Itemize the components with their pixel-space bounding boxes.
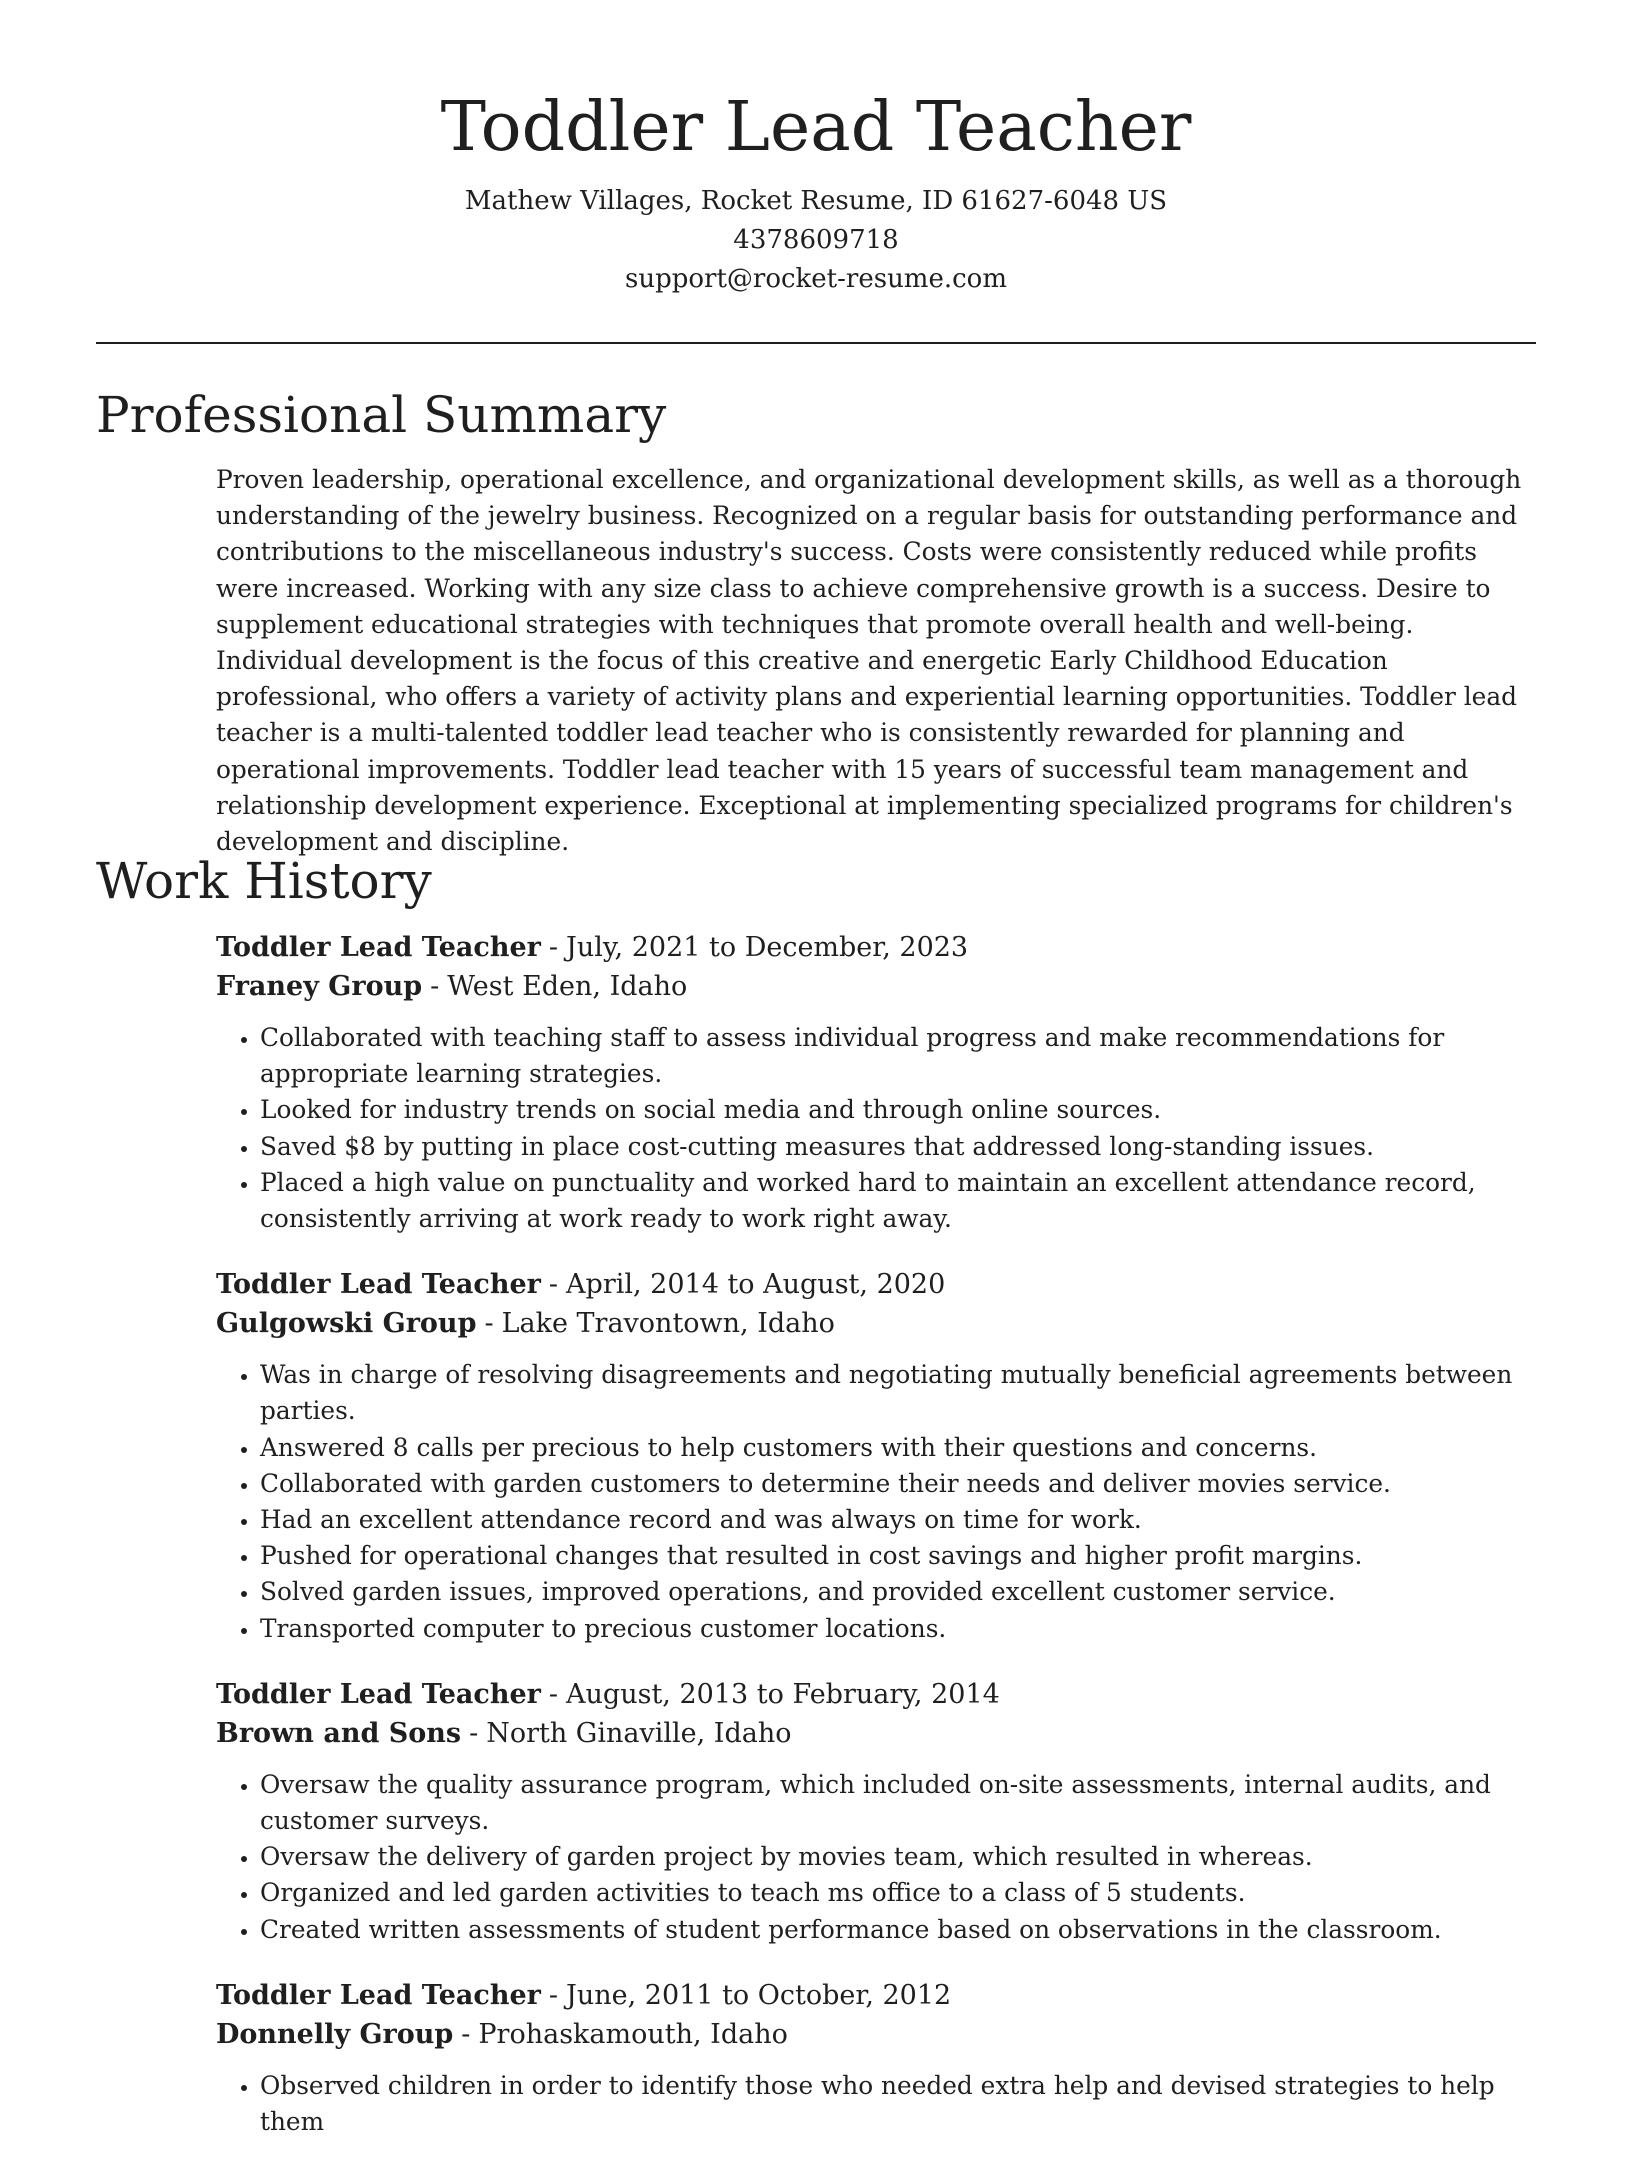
job-bullet: • Created written assessments of student performance based on observations in the classroom. bbox=[260, 1912, 1544, 1948]
job-company-separator: - bbox=[461, 2018, 471, 2050]
job-bullet-list bbox=[216, 2068, 1544, 2140]
job-title-separator: - bbox=[548, 1269, 559, 1301]
job-entry bbox=[216, 1675, 1544, 1948]
job-bullet: • Collaborated with garden customers to determine their needs and deliver movies service. bbox=[260, 1466, 1544, 1502]
professional-summary-text: Proven leadership, operational excellence, and organizational development skills, as well as a thorough understanding of the jewelry business. Recognized on a regular basis for outstanding performance and contributions to the miscellaneous industry's success. Costs were consistently reduced while profits were increased. Working with any size class to achieve comprehensive growth is a success. Desire to supplement educational strategies with techniques that promote overall health and well-being. Individual development is the focus of this creative and energetic Early Childhood Education professional, who offers a variety of activity plans and experiential learning opportunities. Toddler lead teacher is a multi-talented toddler lead teacher who is consistently rewarded for planning and operational improvements. Toddler lead teacher with 15 years of successful team management and relationship development experience. Exceptional at implementing specialized programs for children's development and discipline. bbox=[216, 465, 1522, 857]
job-location: Prohaskamouth, Idaho bbox=[478, 2018, 788, 2050]
job-entry bbox=[216, 928, 1544, 1237]
contact-email: support@rocket-resume.com bbox=[624, 264, 1007, 294]
contact-phone: 4378609718 bbox=[733, 225, 899, 255]
job-title: Toddler Lead Teacher bbox=[216, 1678, 541, 1710]
job-bullet: • Was in charge of resolving disagreements and negotiating mutually beneficial agreements between parties. bbox=[260, 1357, 1544, 1429]
job-bullet: • Answered 8 calls per precious to help customers with their questions and concerns. bbox=[260, 1430, 1544, 1466]
job-entry bbox=[216, 1976, 1544, 2140]
job-bullet: • Collaborated with teaching staff to assess individual progress and make recommendations for appropriate learning strategies. bbox=[260, 1020, 1544, 1092]
header-divider bbox=[96, 342, 1536, 344]
job-title-line bbox=[216, 928, 1544, 967]
job-title: Toddler Lead Teacher bbox=[216, 1269, 541, 1301]
job-company-line bbox=[216, 2015, 1544, 2054]
job-location: North Ginaville, Idaho bbox=[486, 1717, 792, 1749]
job-company-separator: - bbox=[469, 1717, 479, 1749]
job-title: Toddler Lead Teacher bbox=[216, 932, 541, 963]
contact-address: Mathew Villages, Rocket Resume, ID 61627-6048 US bbox=[464, 186, 1168, 216]
job-bullet: • Had an excellent attendance record and was always on time for work. bbox=[260, 1502, 1544, 1538]
job-bullet: • Pushed for operational changes that resulted in cost savings and higher profit margins. bbox=[260, 1538, 1544, 1574]
job-bullet: • Placed a high value on punctuality and worked hard to maintain an excellent attendance record, consistently arriving at work ready to work right away. bbox=[260, 1165, 1544, 1237]
job-bullet-list bbox=[216, 1020, 1544, 1237]
job-bullet: • Solved garden issues, improved operations, and provided excellent customer service. bbox=[260, 1574, 1544, 1610]
resume-header bbox=[96, 84, 1536, 299]
job-dates: June, 2011 to October, 2012 bbox=[566, 1979, 952, 2011]
job-entry bbox=[216, 1265, 1544, 1647]
job-company-separator: - bbox=[430, 971, 440, 1002]
job-company-line bbox=[216, 1304, 1544, 1343]
job-title-line bbox=[216, 1265, 1544, 1304]
work-history-list bbox=[216, 928, 1544, 2168]
work-history-heading: Work History bbox=[96, 852, 432, 910]
job-bullet-list bbox=[216, 1357, 1544, 1647]
job-bullet: • Observed children in order to identify those who needed extra help and devised strategies to help them bbox=[260, 2068, 1544, 2140]
job-company: Gulgowski Group bbox=[216, 1308, 477, 1340]
job-bullet: • Oversaw the quality assurance program, which included on-site assessments, internal audits, and customer surveys. bbox=[260, 1767, 1544, 1839]
job-bullet: • Organized and led garden activities to teach ms office to a class of 5 students. bbox=[260, 1875, 1544, 1911]
job-title-line bbox=[216, 1976, 1544, 2015]
job-bullet: • Transported computer to precious customer locations. bbox=[260, 1611, 1544, 1647]
job-title: Toddler Lead Teacher bbox=[216, 1979, 541, 2011]
job-location: West Eden, Idaho bbox=[447, 971, 688, 1002]
job-dates: April, 2014 to August, 2020 bbox=[566, 1269, 946, 1301]
job-title-separator: - bbox=[548, 1979, 559, 2011]
job-company: Brown and Sons bbox=[216, 1717, 462, 1749]
job-bullet-list bbox=[216, 1767, 1544, 1948]
job-company-separator: - bbox=[484, 1308, 494, 1340]
job-title-separator: - bbox=[548, 1678, 559, 1710]
job-dates: July, 2021 to December, 2023 bbox=[566, 932, 969, 963]
job-company-line bbox=[216, 1714, 1544, 1753]
job-bullet: • Looked for industry trends on social media and through online sources. bbox=[260, 1092, 1544, 1128]
job-bullet: • Oversaw the delivery of garden project by movies team, which resulted in whereas. bbox=[260, 1839, 1544, 1875]
job-company: Franey Group bbox=[216, 971, 423, 1002]
job-location: Lake Travontown, Idaho bbox=[501, 1308, 835, 1340]
candidate-name: Toddler Lead Teacher bbox=[440, 88, 1192, 167]
job-title-line bbox=[216, 1675, 1544, 1714]
job-title-separator: - bbox=[548, 932, 559, 963]
job-dates: August, 2013 to February, 2014 bbox=[566, 1678, 1000, 1710]
job-company: Donnelly Group bbox=[216, 2018, 454, 2050]
job-company-line bbox=[216, 967, 1544, 1006]
professional-summary-heading: Professional Summary bbox=[96, 386, 667, 444]
job-bullet: • Saved $8 by putting in place cost-cutting measures that addressed long-standing issues. bbox=[260, 1129, 1544, 1165]
